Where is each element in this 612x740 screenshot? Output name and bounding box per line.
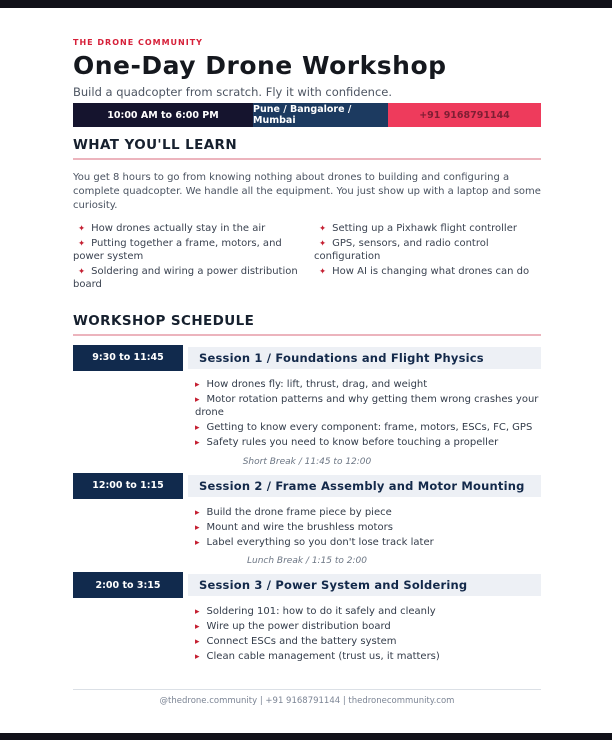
learn-bullet-text: How drones actually stay in the air [91, 222, 266, 234]
star-bullet-icon: ✦ [78, 238, 86, 249]
learn-column-left [73, 222, 300, 294]
session-3-time-badge: 2:00 to 3:15 [73, 572, 183, 598]
arrow-bullet-icon: ▸ [195, 537, 200, 548]
session-1-items [195, 378, 541, 450]
session-3-items [195, 605, 541, 664]
arrow-bullet-icon: ▸ [195, 622, 200, 633]
arrow-bullet-icon: ▸ [195, 379, 200, 390]
session-bullet-item [195, 620, 541, 634]
session-bullet-item [195, 393, 541, 420]
session-1-row [73, 345, 541, 371]
learn-bullet-item [314, 222, 541, 235]
arrow-bullet-icon: ▸ [195, 438, 200, 449]
flyer-content [73, 0, 541, 665]
star-bullet-icon: ✦ [319, 223, 327, 234]
session-bullet-text: Wire up the power distribution board [206, 621, 391, 633]
page-bottom-bar [0, 733, 612, 740]
star-bullet-icon: ✦ [319, 238, 327, 249]
session-2-row [73, 473, 541, 499]
learn-section-heading: WHAT YOU'LL LEARN [73, 137, 541, 160]
session-bullet-text: How drones fly: lift, thrust, drag, and weight [206, 378, 428, 390]
footer-contact-line: @thedrone.community | +91 9168791144 | thedronecommunity.com [73, 689, 541, 706]
session-3-row [73, 572, 541, 598]
session-2-titlebar [188, 475, 541, 497]
session-bullet-item [195, 650, 541, 664]
learn-bullet-item [73, 237, 300, 263]
session-bullet-text: Soldering 101: how to do it safely and cleanly [206, 606, 436, 618]
learn-column-right [314, 222, 541, 294]
info-cities: Pune / Bangalore / Mumbai [253, 103, 388, 127]
session-bullet-text: Getting to know every component: frame, motors, ESCs, FC, GPS [206, 422, 533, 434]
session-1-titlebar [188, 347, 541, 369]
session-bullet-text: Safety rules you need to know before touching a propeller [206, 437, 499, 449]
learn-bullet-text: Putting together a frame, motors, and power system [73, 237, 282, 262]
learn-bullet-item [73, 265, 300, 291]
star-bullet-icon: ✦ [78, 223, 86, 234]
schedule-section-heading: WORKSHOP SCHEDULE [73, 313, 541, 336]
session-3-titlebar [188, 574, 541, 596]
session-1-time-badge: 9:30 to 11:45 [73, 345, 183, 371]
learn-bullet-text: How AI is changing what drones can do [332, 266, 530, 278]
arrow-bullet-icon: ▸ [195, 637, 200, 648]
session-2-items [195, 506, 541, 550]
short-break-line: Short Break / 11:45 to 12:00 [242, 456, 372, 467]
star-bullet-icon: ✦ [78, 267, 86, 278]
learn-bullet-item [73, 222, 300, 235]
page-title: One-Day Drone Workshop [73, 51, 447, 80]
arrow-bullet-icon: ▸ [195, 394, 200, 405]
arrow-bullet-icon: ▸ [195, 607, 200, 618]
learn-intro-paragraph: You get 8 hours to go from knowing nothing about drones to building and configuring a complete quadcopter. We handle all the equipment. You just show up with a laptop and some curiosity. [73, 172, 541, 211]
session-bullet-item [195, 635, 541, 649]
arrow-bullet-icon: ▸ [195, 522, 200, 533]
info-phone: +91 9168791144 [388, 103, 541, 127]
info-time: 10:00 AM to 6:00 PM [73, 103, 253, 127]
session-bullet-text: Motor rotation patterns and why getting them wrong crashes your drone [195, 393, 539, 419]
session-bullet-text: Mount and wire the brushless motors [206, 521, 393, 533]
brand-eyebrow: THE DRONE COMMUNITY [73, 38, 203, 47]
session-bullet-text: Label everything so you don't lose track later [206, 536, 434, 548]
arrow-bullet-icon: ▸ [195, 423, 200, 434]
session-bullet-text: Build the drone frame piece by piece [206, 506, 392, 518]
session-bullet-item [195, 378, 541, 392]
learn-bullet-columns [73, 222, 541, 294]
learn-bullet-text: Soldering and wiring a power distribution board [73, 266, 298, 291]
session-bullet-item [195, 605, 541, 619]
session-3-title: Session 3 / Power System and Soldering [199, 578, 468, 593]
learn-bullet-item [314, 237, 541, 263]
lunch-break-line: Lunch Break / 1:15 to 2:00 [246, 556, 367, 567]
session-2-title: Session 2 / Frame Assembly and Motor Mounting [199, 478, 525, 493]
learn-bullet-text: GPS, sensors, and radio control configuration [314, 237, 489, 262]
session-bullet-text: Connect ESCs and the battery system [206, 636, 397, 648]
session-bullet-item [195, 436, 541, 450]
learn-bullet-item [314, 265, 541, 278]
session-bullet-text: Clean cable management (trust us, it matters) [206, 651, 440, 663]
info-bar [73, 103, 541, 127]
session-bullet-item [195, 421, 541, 435]
arrow-bullet-icon: ▸ [195, 507, 200, 518]
arrow-bullet-icon: ▸ [195, 652, 200, 663]
page-subtitle: Build a quadcopter from scratch. Fly it with confidence. [73, 84, 393, 99]
session-1-title: Session 1 / Foundations and Flight Physics [199, 350, 484, 365]
session-2-time-badge: 12:00 to 1:15 [73, 473, 183, 499]
session-bullet-item [195, 521, 541, 535]
session-bullet-item [195, 506, 541, 520]
session-bullet-item [195, 536, 541, 550]
learn-bullet-text: Setting up a Pixhawk flight controller [332, 222, 517, 234]
star-bullet-icon: ✦ [319, 267, 327, 278]
